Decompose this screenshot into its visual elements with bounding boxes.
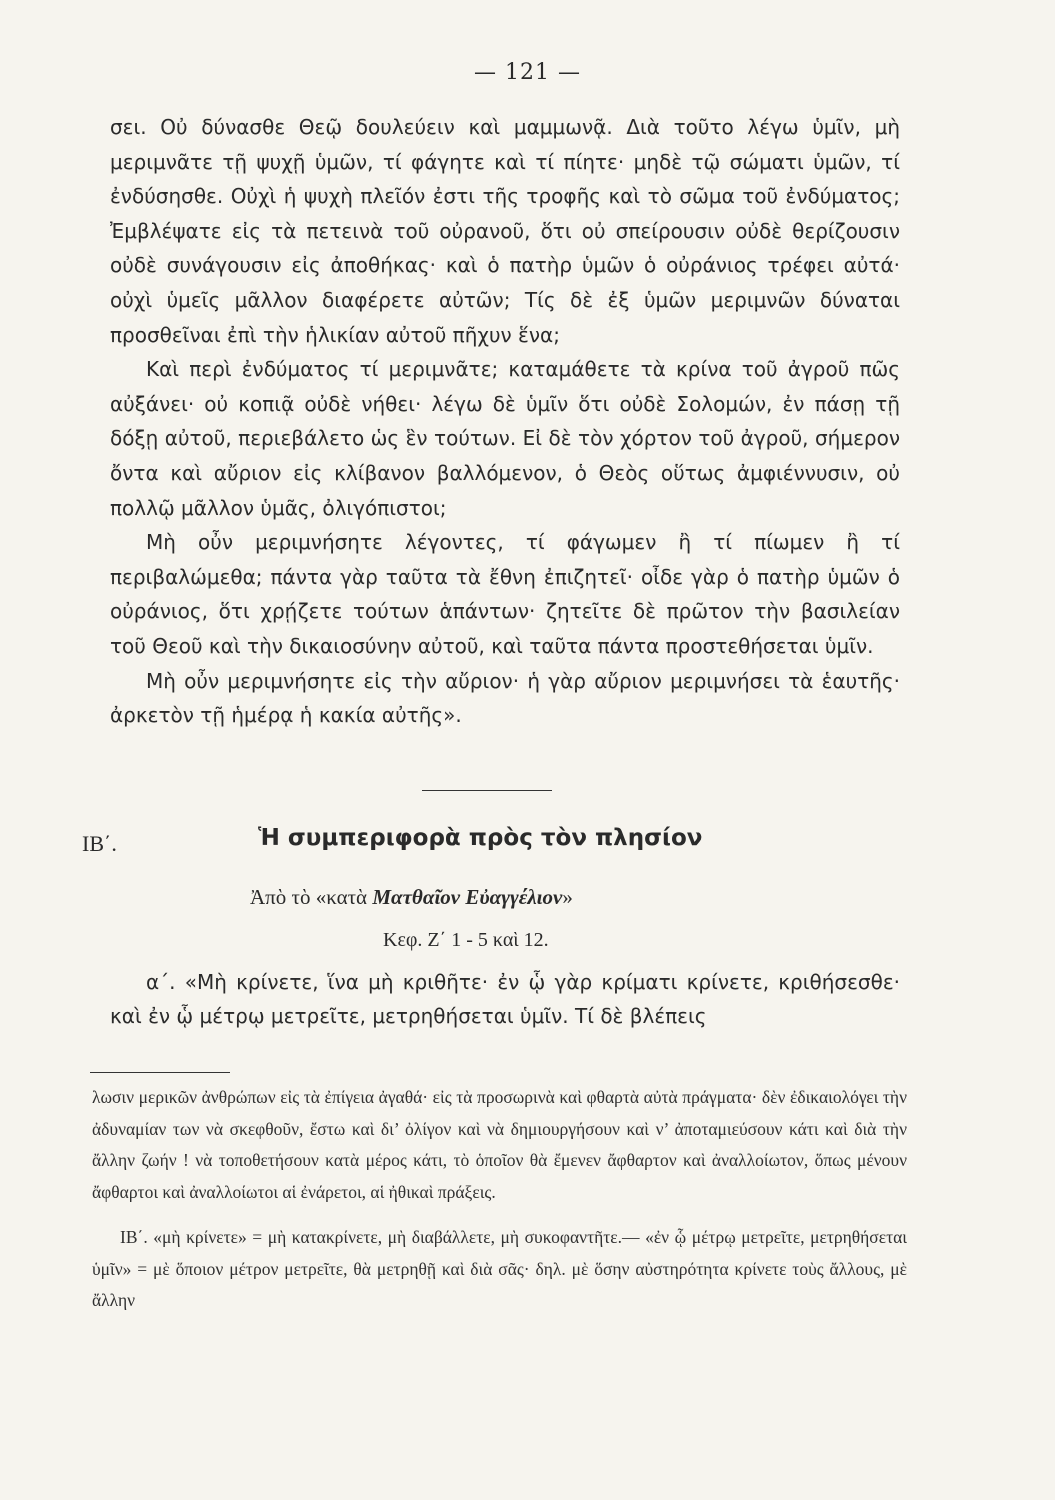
source-prefix: Ἀπὸ τὸ «κατὰ: [250, 885, 373, 909]
footnote: λωσιν μερικῶν ἀνθρώπων εἰς τὰ ἐπίγεια ἀγαθά· εἰς τὰ προσωρινὰ καὶ φθαρτὰ αὐτὰ πράγματα· δὲν ἐδικαιολόγει τὴν ἀδυναμίαν των νὰ σκεφθοῦν, ἔστω καὶ δι’ ὀλίγον καὶ νὰ δημιουργήσουν καὶ ν’ ἀποταμιεύσουν κάτι καὶ διὰ τὴν ἄλλην ζωήν ! νὰ τοποθετήσουν κατὰ μέρος κάτι, τὸ ὁποῖον θὰ ἔμενεν ἄφθαρτον καὶ ἀναλλοίωτον, ὅπως μένουν ἄφθαρτοι καὶ ἀναλλοίωτοι αἱ ἐνάρετοι, αἱ ἠθικαὶ πράξεις.: [92, 1087, 907, 1202]
main-text: [110, 110, 900, 733]
footnote: ΙΒ΄. «μὴ κρίνετε» = μὴ κατακρίνετε, μὴ διαβάλλετε, μὴ συκοφαντῆτε.— «ἐν ᾧ μέτρῳ μετρεῖτε, μετρηθήσεται ὑμῖν» = μὲ ὅποιον μέτρον μετρεῖτε, θὰ μετρηθῇ καὶ διὰ σᾶς· δηλ. μὲ ὅσην αὐστηρότητα κρίνετε τοὺς ἄλλους, μὲ ἄλλην: [92, 1227, 907, 1310]
source-book: Ματθαῖον Εὐαγγέλιον: [372, 885, 563, 909]
source-suffix: »: [562, 885, 573, 909]
page-number: — 121 —: [474, 60, 581, 85]
section-divider: [422, 790, 552, 791]
verse-text: [110, 965, 900, 1033]
paragraph: α΄. «Μὴ κρίνετε, ἵνα μὴ κριθῆτε· ἐν ᾧ γὰρ κρίματι κρίνετε, κριθήσεσθε· καὶ ἐν ᾧ μέτρῳ μετρεῖτε, μετρηθήσεται ὑμῖν. Τί δὲ βλέπεις: [110, 970, 900, 1028]
footnote-divider: [90, 1072, 230, 1073]
paragraph: Καὶ περὶ ἐνδύματος τί μεριμνᾶτε; καταμάθετε τὰ κρίνα τοῦ ἀγροῦ πῶς αὐξάνει· οὐ κοπιᾷ οὐδὲ νήθει· λέγω δὲ ὑμῖν ὅτι οὐδὲ Σολομών, ἐν πάσῃ τῇ δόξῃ αὐτοῦ, περιεβάλετο ὡς ἓν τούτων. Εἰ δὲ τὸν χόρτον τοῦ ἀγροῦ, σήμερον ὄντα καὶ αὔριον εἰς κλίβανον βαλλόμενον, ὁ Θεὸς οὕτως ἀμφιέννυσιν, οὐ πολλῷ μᾶλλον ὑμᾶς, ὀλιγόπιστοι;: [110, 357, 900, 520]
section-title: Ἡ συμπεριφορὰ πρὸς τὸν πλησίον: [258, 825, 703, 851]
footnotes: [92, 1082, 907, 1317]
section-number: ΙΒ΄.: [82, 831, 117, 856]
source-reference: [250, 885, 573, 910]
chapter-reference: Κεφ. Ζ΄ 1 - 5 καὶ 12.: [383, 929, 549, 951]
paragraph: σει. Οὐ δύνασθε Θεῷ δουλεύειν καὶ μαμμωνᾷ. Διὰ τοῦτο λέγω ὑμῖν, μὴ μεριμνᾶτε τῇ ψυχῇ ὑμῶν, τί φάγητε καὶ τί πίητε· μηδὲ τῷ σώματι ὑμῶν, τί ἐνδύσησθε. Οὐχὶ ἡ ψυχὴ πλεῖόν ἐστι τῆς τροφῆς καὶ τὸ σῶμα τοῦ ἐνδύματος; Ἐμβλέψατε εἰς τὰ πετεινὰ τοῦ οὐρανοῦ, ὅτι οὐ σπείρουσιν οὐδὲ θερίζουσιν οὐδὲ συνάγουσιν εἰς ἀποθήκας· καὶ ὁ πατὴρ ὑμῶν ὁ οὐράνιος τρέφει αὐτά· οὐχὶ ὑμεῖς μᾶλλον διαφέρετε αὐτῶν; Τίς δὲ ἐξ ὑμῶν μεριμνῶν δύναται προσθεῖναι ἐπὶ τὴν ἡλικίαν αὐτοῦ πῆχυν ἕνα;: [110, 115, 900, 347]
paragraph: Μὴ οὖν μεριμνήσητε εἰς τὴν αὔριον· ἡ γὰρ αὔριον μεριμνήσει τὰ ἑαυτῆς· ἀρκετὸν τῇ ἡμέρᾳ ἡ κακία αὐτῆς».: [110, 668, 900, 728]
paragraph: Μὴ οὖν μεριμνήσητε λέγοντες, τί φάγωμεν ἢ τί πίωμεν ἢ τί περιβαλώμεθα; πάντα γὰρ ταῦτα τὰ ἔθνη ἐπιζητεῖ· οἶδε γὰρ ὁ πατὴρ ὑμῶν ὁ οὐράνιος, ὅτι χρῄζετε τούτων ἁπάντων· ζητεῖτε δὲ πρῶτον τὴν βασιλείαν τοῦ Θεοῦ καὶ τὴν δικαιοσύνην αὐτοῦ, καὶ ταῦτα πάντα προστεθήσεται ὑμῖν.: [110, 530, 900, 658]
